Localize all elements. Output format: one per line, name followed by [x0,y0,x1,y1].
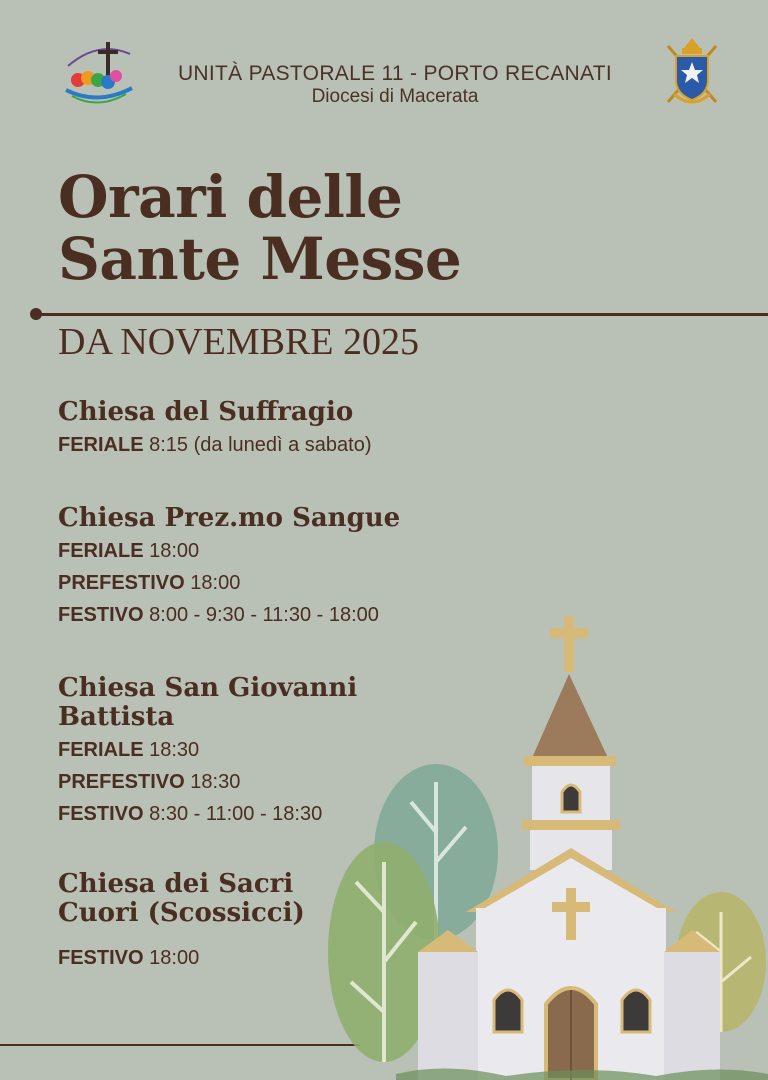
schedule-times: 8:15 (da lunedì a sabato) [149,434,372,456]
title-line-2: Sante Messe [58,225,462,293]
schedule-times: 18:00 [190,572,241,594]
church-suffragio [58,398,372,461]
schedule-row [58,567,400,599]
schedule-label: FERIALE [58,739,144,761]
page-title [58,163,462,293]
church-name: Chiesa del Suffragio [58,397,354,427]
schedule-row [58,766,357,798]
schedule-label: PREFESTIVO [58,771,185,793]
org-name: UNITÀ PASTORALE 11 - PORTO RECANATI [177,62,613,85]
schedule-label: FERIALE [58,434,144,456]
schedule-times: 8:00 - 9:30 - 11:30 - 18:00 [149,604,379,626]
schedule-row [58,942,305,974]
subtitle: DA NOVEMBRE 2025 [58,321,420,363]
schedule-row [58,798,357,830]
bottom-divider [0,1044,360,1046]
schedule-row [58,734,357,766]
church-name-line-1: Chiesa dei Sacri [58,869,294,899]
schedule-times: 18:30 [149,739,200,761]
schedule-label: PREFESTIVO [58,572,185,594]
organization-header [150,62,640,108]
church-name-line-2: Cuori (Scossicci) [58,898,305,928]
schedule-row [58,535,400,567]
schedule-times: 18:00 [149,540,200,562]
title-divider [36,313,768,316]
church-sacri-cuori [58,870,305,974]
jubilee-logo-icon [58,36,142,110]
coat-of-arms-icon [662,36,722,110]
schedule-times: 18:00 [149,947,200,969]
church-illustration-icon [326,612,768,1080]
schedule-label: FESTIVO [58,604,144,626]
diocese-name: Diocesi di Macerata [311,86,479,107]
schedule-label: FESTIVO [58,947,144,969]
schedule-times: 18:30 [190,771,241,793]
schedule-label: FESTIVO [58,803,144,825]
church-san-giovanni-battista [58,674,357,830]
church-name-line-2: Battista [58,702,175,732]
schedule-times: 8:30 - 11:00 - 18:30 [149,803,323,825]
title-line-1: Orari delle [58,163,403,231]
schedule-row [58,429,372,461]
church-name: Chiesa Prez.mo Sangue [58,503,401,533]
church-name-line-1: Chiesa San Giovanni [58,673,358,703]
schedule-label: FERIALE [58,540,144,562]
